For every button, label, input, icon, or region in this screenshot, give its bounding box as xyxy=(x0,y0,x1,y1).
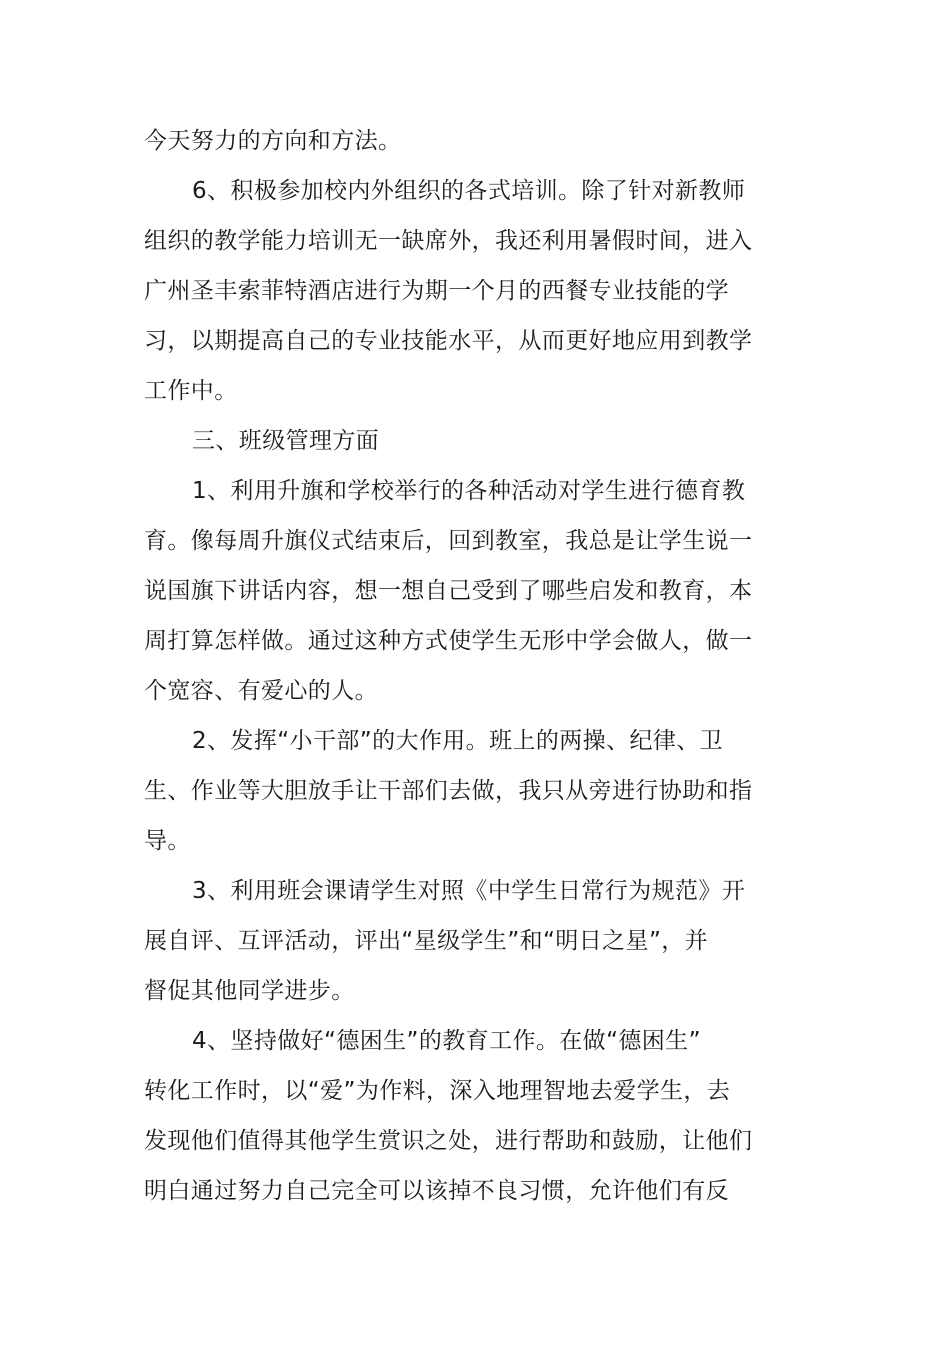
text-line: 2、发挥“小干部”的大作用。班上的两操、纪律、卫 xyxy=(192,728,724,754)
text-line: 习，以期提高自己的专业技能水平，从而更好地应用到教学 xyxy=(144,328,753,354)
text-line: 4、坚持做好“德困生”的教育工作。在做“德困生” xyxy=(192,1028,701,1054)
text-line: 生、作业等大胆放手让干部们去做，我只从旁进行协助和指 xyxy=(144,778,753,804)
text-line: 个宽容、有爱心的人。 xyxy=(144,678,378,704)
text-line: 明白通过努力自己完全可以该掉不良习惯，允许他们有反 xyxy=(144,1178,729,1204)
section-heading: 三、班级管理方面 xyxy=(192,428,380,454)
text-line: 6、积极参加校内外组织的各式培训。除了针对新教师 xyxy=(192,178,746,204)
text-line: 说国旗下讲话内容，想一想自己受到了哪些启发和教育，本 xyxy=(144,578,753,604)
text-line: 督促其他同学进步。 xyxy=(144,978,355,1004)
text-line: 今天努力的方向和方法。 xyxy=(144,128,402,154)
text-line: 广州圣丰索菲特酒店进行为期一个月的西餐专业技能的学 xyxy=(144,278,729,304)
body-text xyxy=(144,116,753,1216)
text-line: 周打算怎样做。通过这种方式使学生无形中学会做人，做一 xyxy=(144,628,753,654)
text-line: 1、利用升旗和学校举行的各种活动对学生进行德育教 xyxy=(192,478,746,504)
text-line: 工作中。 xyxy=(144,378,238,404)
text-line: 组织的教学能力培训无一缺席外，我还利用暑假时间，进入 xyxy=(144,228,753,254)
text-line: 育。像每周升旗仪式结束后，回到教室，我总是让学生说一 xyxy=(144,528,753,554)
text-line: 3、利用班会课请学生对照《中学生日常行为规范》开 xyxy=(192,878,746,904)
text-line: 转化工作时，以“爱”为作料，深入地理智地去爱学生，去 xyxy=(144,1078,731,1104)
text-line: 导。 xyxy=(144,828,191,854)
text-line: 发现他们值得其他学生赏识之处，进行帮助和鼓励，让他们 xyxy=(144,1128,753,1154)
text-line: 展自评、互评活动，评出“星级学生”和“明日之星”，并 xyxy=(144,928,709,954)
